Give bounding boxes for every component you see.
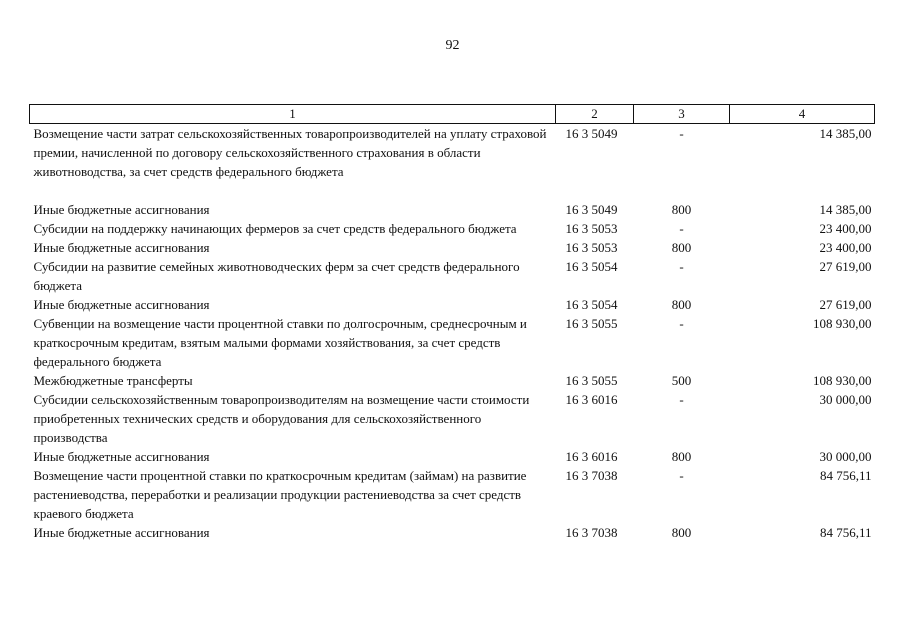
row-name: Субсидии сельскохозяйственным товаропроизводителям на возмещение части стоимости приобретенных технических средств и оборудования для сельскохозяйственного производства bbox=[33, 392, 530, 445]
table-row bbox=[30, 466, 875, 523]
row-amount: 27 619,00 bbox=[819, 297, 872, 312]
column-header-3: 3 bbox=[634, 105, 730, 124]
row-code: 16 3 6016 bbox=[565, 392, 618, 407]
row-name: Иные бюджетные ассигнования bbox=[33, 297, 210, 312]
row-amount: 14 385,00 bbox=[819, 202, 872, 217]
row-code: 16 3 5053 bbox=[565, 240, 618, 255]
row-type: 800 bbox=[671, 297, 692, 312]
column-header-4: 4 bbox=[730, 105, 875, 124]
table-row bbox=[30, 314, 875, 371]
row-code: 16 3 5053 bbox=[565, 221, 618, 236]
row-code: 16 3 7038 bbox=[565, 525, 618, 540]
row-code: 16 3 5049 bbox=[565, 126, 618, 141]
row-name: Субсидии на поддержку начинающих фермеров за счет средств федерального бюджета bbox=[33, 221, 517, 236]
page-number: 92 bbox=[445, 38, 460, 53]
row-name: Возмещение части процентной ставки по краткосрочным кредитам (займам) на развитие растениеводства, переработки и реализации продукции растениеводства за счет средств краевого бюджета bbox=[33, 468, 527, 521]
row-code: 16 3 7038 bbox=[565, 468, 618, 483]
row-type: - bbox=[679, 316, 684, 331]
header-row bbox=[30, 105, 875, 124]
row-type: 800 bbox=[671, 525, 692, 540]
table-row bbox=[30, 124, 875, 201]
table-row bbox=[30, 390, 875, 447]
row-name: Иные бюджетные ассигнования bbox=[33, 240, 210, 255]
row-code: 16 3 5054 bbox=[565, 297, 618, 312]
budget-table bbox=[29, 104, 875, 542]
table-row bbox=[30, 447, 875, 466]
row-type: - bbox=[679, 468, 684, 483]
row-amount: 14 385,00 bbox=[819, 126, 872, 141]
row-amount: 108 930,00 bbox=[813, 373, 872, 388]
row-name: Субсидии на развитие семейных животноводческих ферм за счет средств федерального бюджета bbox=[33, 259, 520, 293]
row-code: 16 3 5055 bbox=[565, 316, 618, 331]
row-code: 16 3 5055 bbox=[565, 373, 618, 388]
row-amount: 30 000,00 bbox=[819, 449, 872, 464]
row-amount: 108 930,00 bbox=[813, 316, 872, 331]
table-row bbox=[30, 371, 875, 390]
row-type: - bbox=[679, 259, 684, 274]
row-type: 500 bbox=[671, 373, 692, 388]
column-header-1: 1 bbox=[30, 105, 556, 124]
row-amount: 84 756,11 bbox=[819, 468, 872, 483]
row-type: 800 bbox=[671, 449, 692, 464]
row-amount: 84 756,11 bbox=[819, 525, 872, 540]
table-row bbox=[30, 295, 875, 314]
row-name: Субвенции на возмещение части процентной ставки по долгосрочным, среднесрочным и краткосрочным кредитам, взятым малыми формами хозяйствования, за счет средств федерального бюджета bbox=[33, 316, 527, 369]
row-type: - bbox=[679, 221, 684, 236]
row-name: Иные бюджетные ассигнования bbox=[33, 525, 210, 540]
table-row bbox=[30, 523, 875, 542]
row-name: Возмещение части затрат сельскохозяйственных товаропроизводителей на уплату страховой премии, начисленной по договору сельскохозяйственного страхования в области животноводства, за счет средств федерального бюджета bbox=[33, 126, 547, 179]
row-type: - bbox=[679, 392, 684, 407]
table-row bbox=[30, 238, 875, 257]
row-amount: 23 400,00 bbox=[819, 221, 872, 236]
row-type: 800 bbox=[671, 202, 692, 217]
table-row bbox=[30, 257, 875, 295]
column-header-2: 2 bbox=[556, 105, 634, 124]
row-type: 800 bbox=[671, 240, 692, 255]
table-row bbox=[30, 219, 875, 238]
row-amount: 23 400,00 bbox=[819, 240, 872, 255]
row-name: Иные бюджетные ассигнования bbox=[33, 449, 210, 464]
row-code: 16 3 6016 bbox=[565, 449, 618, 464]
row-amount: 27 619,00 bbox=[819, 259, 872, 274]
row-code: 16 3 5049 bbox=[565, 202, 618, 217]
row-code: 16 3 5054 bbox=[565, 259, 618, 274]
row-name: Иные бюджетные ассигнования bbox=[33, 202, 210, 217]
table-row bbox=[30, 200, 875, 219]
row-amount: 30 000,00 bbox=[819, 392, 872, 407]
row-name: Межбюджетные трансферты bbox=[33, 373, 193, 388]
row-type: - bbox=[679, 126, 684, 141]
